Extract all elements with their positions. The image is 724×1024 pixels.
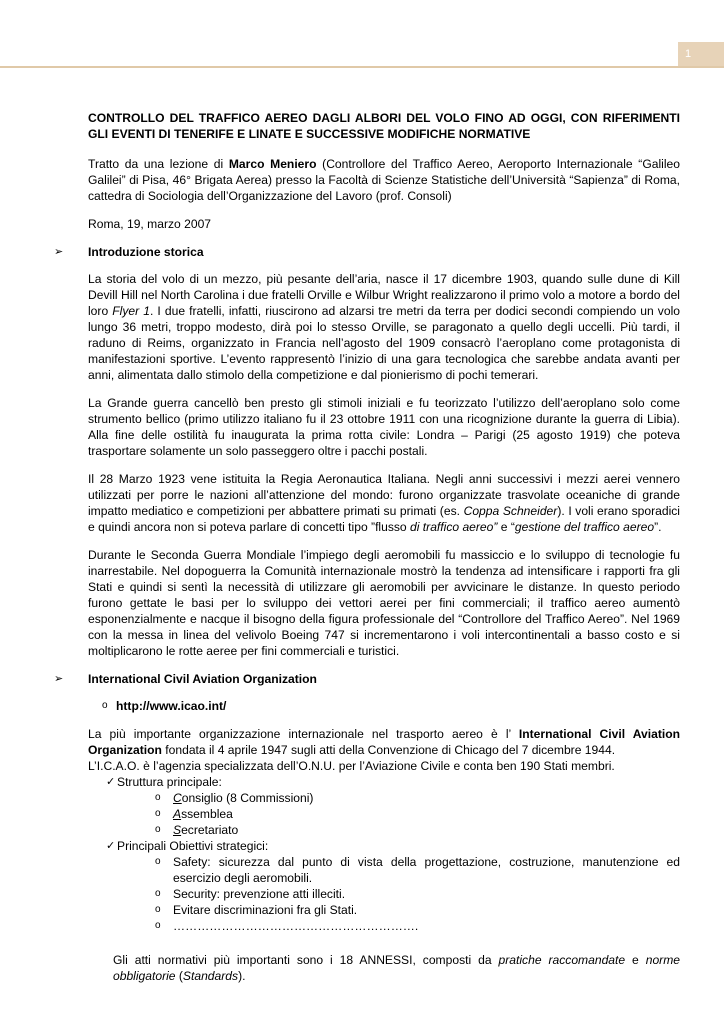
italic-text: Standards xyxy=(182,969,239,983)
text: Gli atti normativi più importanti sono i 18 ANNESSI, composti da xyxy=(113,953,499,967)
initial-letter: A xyxy=(173,807,182,821)
circle-bullet-icon: o xyxy=(155,904,161,915)
text: ( xyxy=(175,969,183,983)
text: fondata il 4 aprile 1947 sugli atti della Convenzione di Chicago del 7 dicembre 1944. xyxy=(161,743,616,757)
structure-sub-item xyxy=(88,822,680,838)
text: e xyxy=(625,953,646,967)
checkmark-icon: ✓ xyxy=(106,776,116,788)
italic-text: Flyer 1 xyxy=(112,304,150,318)
icao-url-item xyxy=(88,698,680,714)
structure-sub-label: onsiglio (8 Commissioni) xyxy=(181,791,314,805)
goal-sub-item xyxy=(88,886,680,902)
intro-paragraph xyxy=(88,156,680,204)
text: ”. xyxy=(654,520,662,534)
icao-url-link[interactable]: http://www.icao.int/ xyxy=(116,699,227,713)
circle-bullet-icon: o xyxy=(155,808,161,819)
goal-sub-item xyxy=(88,854,680,886)
italic-text: Coppa Schneider xyxy=(463,504,558,518)
initial-letter: S xyxy=(173,823,182,837)
document-body xyxy=(54,110,681,984)
section-title: Introduzione storica xyxy=(88,245,204,259)
structure-item xyxy=(88,774,680,790)
document-title: CONTROLLO DEL TRAFFICO AEREO DAGLI ALBORI DEL VOLO FINO AD OGGI, CON RIFERIMENTI GLI EVENTI DI TENERIFE E LINATE E SUCCESSIVE MODIFICHE NORMATIVE xyxy=(88,111,680,141)
bold-text: International Civil Aviation Organization xyxy=(88,727,680,757)
structure-sub-label: ssemblea xyxy=(181,807,233,821)
annexes-paragraph xyxy=(88,952,680,984)
italic-text: gestione del traffico aereo xyxy=(514,520,655,534)
goal-label: Evitare discriminazioni fra gli Stati. xyxy=(173,903,358,917)
circle-bullet-icon: o xyxy=(155,888,161,899)
structure-sub-item xyxy=(88,806,680,822)
structure-label: Struttura principale: xyxy=(117,775,222,789)
section-heading-history xyxy=(54,244,680,260)
goal-label: Security: prevenzione atti illeciti. xyxy=(173,887,346,901)
circle-bullet-icon: o xyxy=(155,824,161,835)
history-paragraph-1 xyxy=(88,271,680,383)
arrow-bullet-icon: ➢ xyxy=(54,246,64,258)
icao-paragraph-1 xyxy=(88,726,680,758)
author-name: Marco Meniero xyxy=(228,157,317,171)
text: e “ xyxy=(497,520,515,534)
circle-bullet-icon: o xyxy=(102,700,108,711)
goals-label: Principali Obiettivi strategici: xyxy=(117,839,269,853)
icao-paragraph-2: L’I.C.A.O. è l’agenzia specializzata dell’O.N.U. per l’Aviazione Civile e conta ben 190 Stati membri. xyxy=(88,759,615,773)
italic-text: norme obbligatorie xyxy=(113,953,681,983)
goal-label: ……………………………………………………. xyxy=(173,919,419,933)
text: Il 28 Marzo 1923 vene istituita la Regia Aeronautica Italiana. Negli anni successivi i mezzi aerei vennero utilizzati per porre le nazioni all’attenzione del mondo: furono organizzate trasvolate oceaniche di grande impatto mediatico e competizioni per abbattere primati su primati (es. xyxy=(88,472,680,518)
page-number: 1 xyxy=(678,42,724,66)
circle-bullet-icon: o xyxy=(155,792,161,803)
checkmark-icon: ✓ xyxy=(106,840,116,852)
intro-text: Tratto da una lezione di xyxy=(88,157,229,171)
structure-sub-item xyxy=(88,790,680,806)
arrow-bullet-icon: ➢ xyxy=(54,673,64,685)
text: ). xyxy=(238,969,246,983)
circle-bullet-icon: o xyxy=(155,856,161,867)
document-date: Roma, 19, marzo 2007 xyxy=(88,217,212,231)
initial-letter: C xyxy=(173,791,182,805)
goal-label: Safety: sicurezza dal punto di vista della progettazione, costruzione, manutenzione ed esercizio degli aeromobili. xyxy=(173,855,680,885)
section-title: International Civil Aviation Organization xyxy=(88,672,317,686)
history-paragraph-4: Durante le Seconda Guerra Mondiale l’impiego degli aeromobili fu massiccio e lo sviluppo di tecnologie fu inarrestabile. Nel dopoguerra la Comunità internazionale mostrò la tendenza ad intensificare i rapporti fra gli Stati e quindi si sentì la necessità di utilizzare gli aeromobili per avvicinare le distanze. In questo periodo furono gettate le basi per lo sviluppo dei vettori aerei per fini commerciali; il traffico aereo aumentò esponenzialmente e nacque il bisogno della figura professionale del “Controllore del Traffico Aereo”. Nel 1969 con la messa in linea del velivolo Boeing 747 si incrementarono i voli intercontinentali a basso costo e si moltiplicarono le rotte aeree per fini commerciali e turistici. xyxy=(88,548,680,658)
history-paragraph-2: La Grande guerra cancellò ben presto gli stimoli iniziali e fu teorizzato l’utilizzo dell’aeroplano solo come strumento bellico (primo utilizzo italiano fu il 23 ottobre 1911 con una ricognizione durante la guerra di Libia). Alla fine delle ostilità fu inaugurata la prima rotta civile: Londra – Parigi (25 agosto 1919) che poteva trasportare solamente un solo passeggero oltre i pacchi postali. xyxy=(88,396,680,458)
goal-sub-item xyxy=(88,902,680,918)
header-rule xyxy=(0,66,724,68)
section-heading-icao xyxy=(54,671,680,687)
italic-text: di traffico aereo” xyxy=(410,520,498,534)
text: . I due fratelli, infatti, riuscirono ad alzarsi tre metri da terra per dodici secondi compiendo un volo lungo 36 metri, troppo modesto, dirà poi lo stesso Orville, se paragonato a quello degli uccelli. Più tardi, il raduno di Reims, organizzato in Francia nell’agosto del 1909 consacrò l’aeroplano come protagonista di manifestazioni sportive. L’evento rappresentò l’inizio di una gara tecnologica che sarebbe andata avanti per anni, alimentata dallo stimolo della competizione e dal pionierismo di pochi temerari. xyxy=(88,304,680,382)
italic-text: pratiche raccomandate xyxy=(498,953,626,967)
text: La storia del volo di un mezzo, più pesante dell’aria, nasce il 17 dicembre 1903, quando sulle dune di Kill Devill Hill nel North Carolina i due fratelli Orville e Wilbur Wright realizzarono il primo volo a motore a bordo del loro xyxy=(88,272,680,318)
history-paragraph-3 xyxy=(88,471,680,535)
structure-sub-label: ecretariato xyxy=(181,823,239,837)
intro-text-cont: (Controllore del Traffico Aereo, Aeroporto Internazionale “Galileo Galilei” di Pisa, 46° Brigata Aerea) presso la Facoltà di Scienze Statistiche dell’Università “Sapienza” di Roma, cattedra di Sociologia dell’Organizzazione del Lavoro (prof. Consoli) xyxy=(88,157,680,203)
text: La più importante organizzazione internazionale nel trasporto aereo è l’ xyxy=(88,727,519,741)
text: ). I voli erano sporadici e quindi ancora non si poteva parlare di concetti tipo ”flusso xyxy=(88,504,680,534)
circle-bullet-icon: o xyxy=(155,920,161,931)
goal-sub-item xyxy=(88,918,680,934)
goals-item xyxy=(88,838,680,854)
